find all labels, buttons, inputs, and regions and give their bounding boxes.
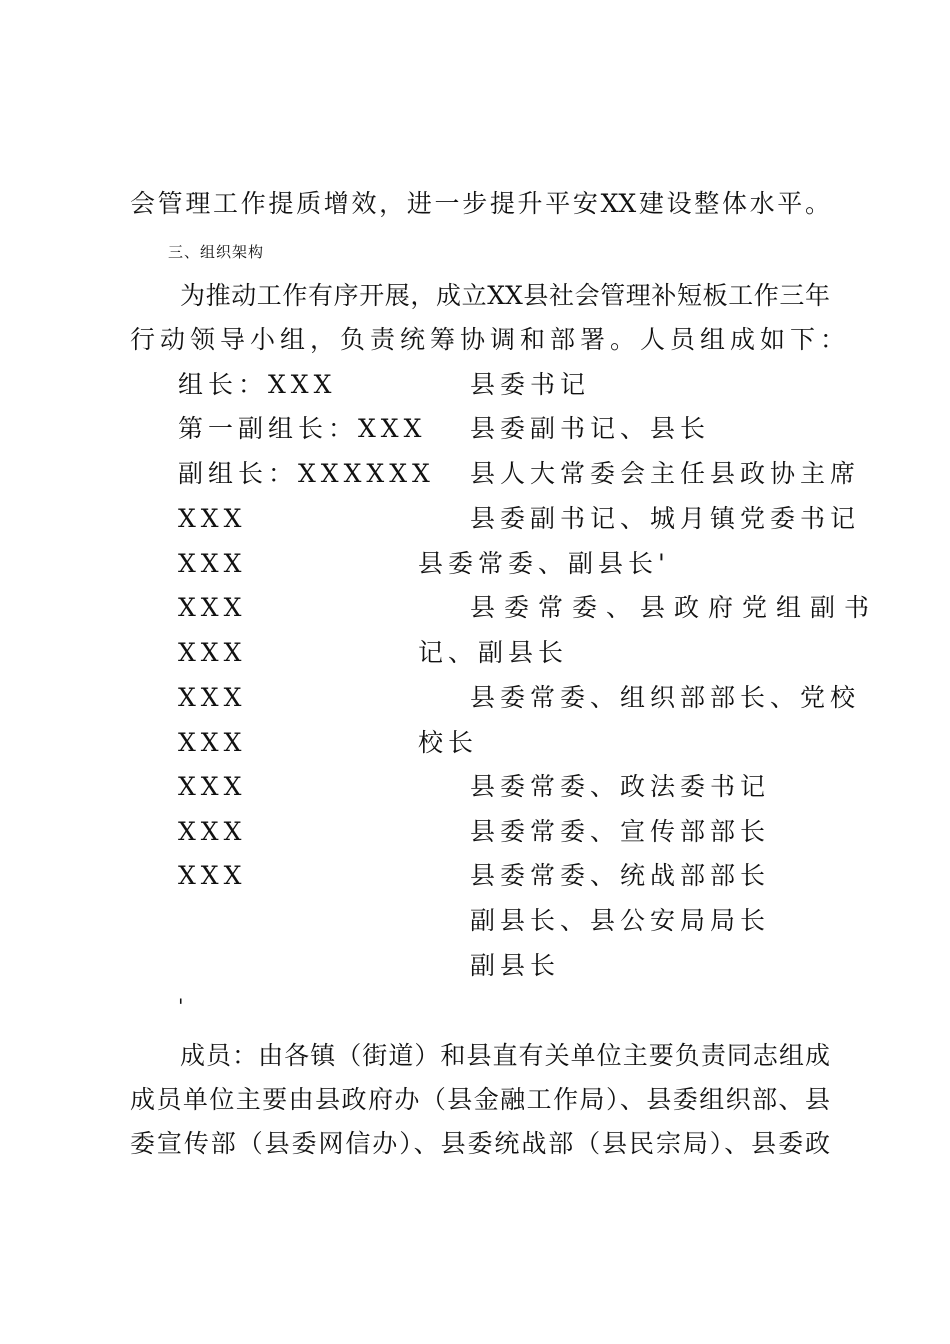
members-line: 委宣传部（县委网信办）、县委统战部（县民宗局）、县委政 [130, 1129, 830, 1158]
members-line: 成员单位主要由县政府办（县金融工作局）、县委组织部、县 [130, 1085, 830, 1114]
roster-title: 县委常委、组织部部长、党校 [470, 683, 861, 712]
roster-row [0, 950, 950, 982]
roster-title: 县委副书记、城月镇党委书记 [470, 504, 861, 533]
roster-row [0, 592, 950, 624]
roster-row [0, 905, 950, 937]
roster-row [0, 682, 950, 714]
roster-row [0, 413, 950, 445]
roster-title: 副县长、县公安局局长 [470, 906, 771, 935]
roster-row [0, 369, 950, 401]
roster-title: 县委常委、统战部部长 [470, 861, 771, 890]
intro-line: 会管理工作提质增效，进一步提升平安XX建设整体水平。 [130, 189, 830, 218]
roster-name: 第一副组长：XXX [178, 414, 427, 443]
roster-name: XXX [178, 861, 247, 890]
roster-row [0, 860, 950, 892]
stray-mark: ' [178, 994, 189, 1018]
roster-name: XXX [178, 504, 247, 533]
roster-title: 县委书记 [470, 370, 591, 399]
roster-name: XXX [178, 683, 247, 712]
roster-title: 县委常委、副县长' [418, 549, 670, 578]
roster-title: 县委副书记、县长 [470, 414, 711, 443]
roster-title: 记、副县长 [418, 638, 569, 667]
roster-title: 县委常委、宣传部部长 [470, 817, 771, 846]
roster-name: XXX [178, 728, 247, 757]
roster-name: XXX [178, 772, 247, 801]
roster-row [0, 727, 950, 759]
paragraph-line: 行动领导小组，负责统筹协调和部署。人员组成如下： [130, 325, 851, 354]
roster-title: 校长 [418, 728, 479, 757]
roster-title: 县委常委、县政府党组副书 [470, 593, 879, 622]
roster-row [0, 458, 950, 490]
roster-name: XXX [178, 593, 247, 622]
roster-name: XXX [178, 817, 247, 846]
roster-row [0, 816, 950, 848]
roster-title: 县委常委、政法委书记 [470, 772, 771, 801]
roster-title: 副县长 [470, 951, 561, 980]
paragraph-line: 为推动工作有序开展，成立XX县社会管理补短板工作三年 [180, 281, 830, 310]
roster-name: 组长：XXX [178, 370, 337, 399]
roster-row [0, 771, 950, 803]
roster-row [0, 503, 950, 535]
roster-title: 县人大常委会主任县政协主席 [470, 459, 861, 488]
roster-row [0, 548, 950, 580]
section-heading: 三、组织架构 [168, 243, 265, 261]
roster-row [0, 637, 950, 669]
roster-name: XXX [178, 638, 247, 667]
roster-name: 副组长：XXXXXX [178, 459, 435, 488]
members-line: 成员：由各镇（街道）和县直有关单位主要负责同志组成 [180, 1041, 830, 1070]
roster-name: XXX [178, 549, 247, 578]
